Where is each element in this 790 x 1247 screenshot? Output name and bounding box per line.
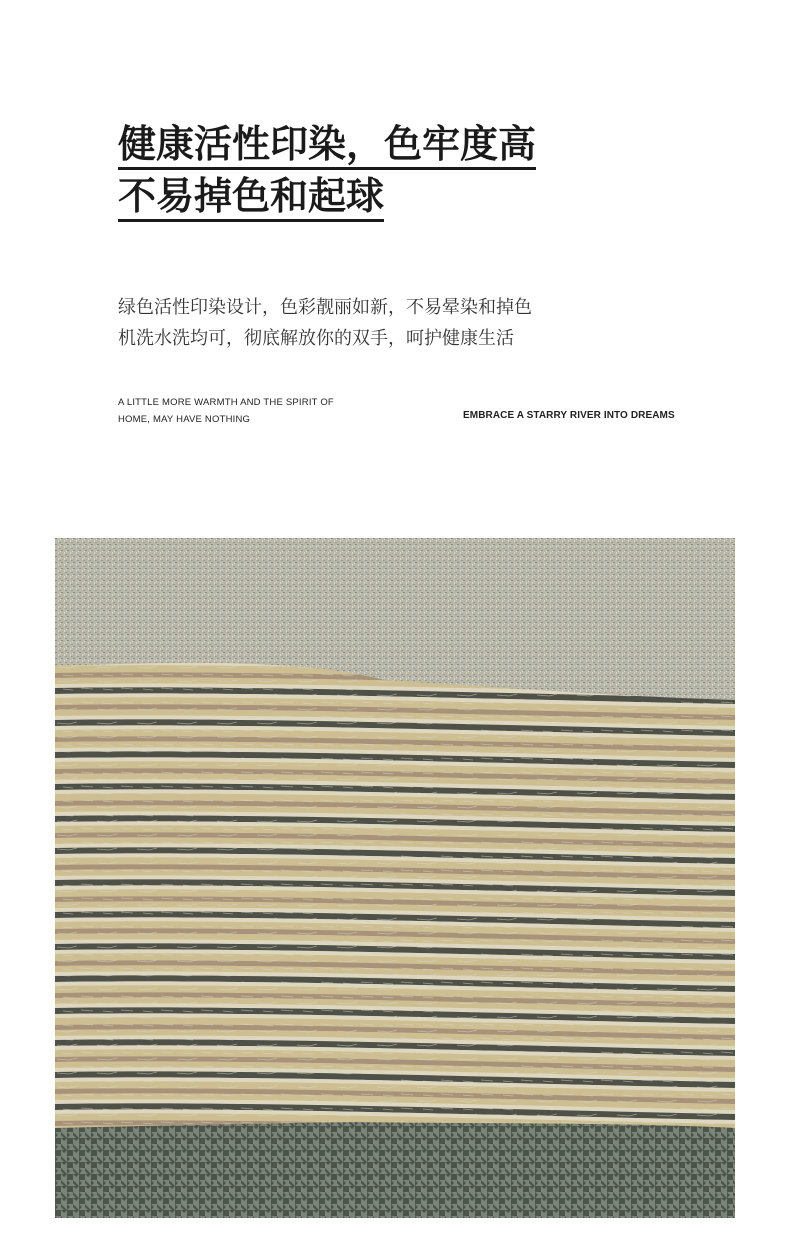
houndstooth-fabric: [55, 1122, 735, 1218]
description: [118, 292, 532, 354]
heading-line-1: 健康活性印染，色牢度高: [118, 118, 536, 170]
tagline-left-line-1: A LITTLE MORE WARMTH AND THE SPIRIT OF: [118, 397, 334, 408]
tagline-left-line-2: HOME, MAY HAVE NOTHING: [118, 414, 251, 425]
heading-line-2: 不易掉色和起球: [118, 170, 536, 222]
stripe-fabric: [55, 648, 735, 1152]
heading: [118, 118, 536, 222]
fabric-photo: [55, 538, 735, 1218]
tagline-left: [118, 394, 334, 428]
description-line-1: 绿色活性印染设计，色彩靓丽如新，不易晕染和掉色: [118, 297, 532, 318]
tagline-right: EMBRACE A STARRY RIVER INTO DREAMS: [463, 410, 675, 421]
description-line-2: 机洗水洗均可，彻底解放你的双手，呵护健康生活: [118, 328, 514, 349]
